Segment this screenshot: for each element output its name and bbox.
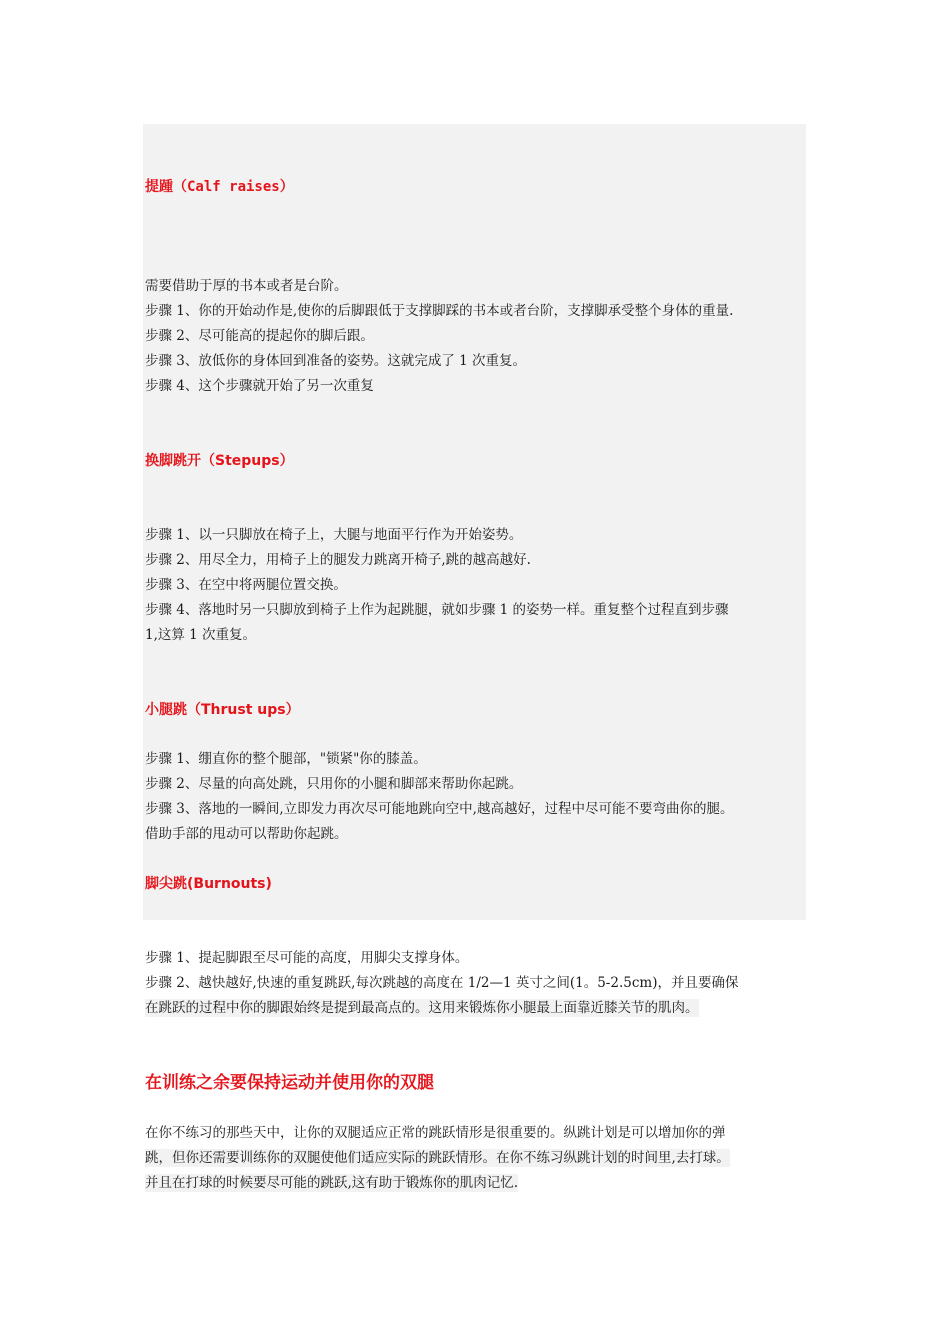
text-line: 在你不练习的那些天中，让你的双腿适应正常的跳跃情形是很重要的。纵跳计划是可以增加你的弹 — [145, 1125, 726, 1141]
text-line: 步骤 2、越快越好,快速的重复跳跃,每次跳越的高度在 1/2—1 英寸之间(1。5-2.5cm)，并且要确保 — [145, 975, 739, 991]
text-line: 步骤 3、落地的一瞬间,立即发力再次尽可能地跳向空中,越高越好，过程中尽可能不要弯曲你的腿。 — [145, 801, 734, 817]
text-line: 借助手部的甩动可以帮助你起跳。 — [145, 826, 348, 842]
text-line: 步骤 1、绷直你的整个腿部，"锁紧"你的膝盖。 — [145, 751, 427, 767]
text-line: 步骤 4、落地时另一只脚放到椅子上作为起跳腿，就如步骤 1 的姿势一样。重复整个过程直到步骤 — [145, 602, 729, 618]
heading-stepups: 换脚跳开（Stepups） — [145, 453, 294, 469]
text-line: 步骤 2、用尽全力，用椅子上的腿发力跳离开椅子,跳的越高越好. — [145, 552, 531, 568]
heading-keep-active: 在训练之余要保持运动并使用你的双腿 — [145, 1073, 434, 1093]
text-line: 步骤 4、这个步骤就开始了另一次重复 — [145, 378, 374, 394]
text-line: 步骤 1、提起脚跟至尽可能的高度，用脚尖支撑身体。 — [145, 950, 469, 966]
text-line: 步骤 3、在空中将两腿位置交换。 — [145, 577, 347, 593]
text-line: 1,这算 1 次重复。 — [145, 627, 257, 643]
text-line: 步骤 3、放低你的身体回到准备的姿势。这就完成了 1 次重复。 — [145, 353, 527, 369]
heading-calf-raises: 提踵（Calf raises） — [145, 179, 294, 195]
text-line: 需要借助于厚的书本或者是台阶。 — [145, 278, 348, 294]
text-line: 并且在打球的时候要尽可能的跳跃,这有助于锻炼你的肌肉记忆. — [145, 1175, 519, 1191]
text-line: 跳，但你还需要训练你的双腿使他们适应实际的跳跃情形。在你不练习纵跳计划的时间里,去打球。 — [145, 1150, 730, 1166]
heading-thrust-ups: 小腿跳（Thrust ups） — [145, 702, 300, 718]
heading-burnouts: 脚尖跳(Burnouts) — [145, 876, 272, 892]
text-line: 步骤 1、以一只脚放在椅子上，大腿与地面平行作为开始姿势。 — [145, 527, 523, 543]
text-line: 步骤 2、尽量的向高处跳，只用你的小腿和脚部来帮助你起跳。 — [145, 776, 523, 792]
text-line: 步骤 2、尽可能高的提起你的脚后跟。 — [145, 328, 374, 344]
text-line: 步骤 1、你的开始动作是,使你的后脚跟低于支撑脚踩的书本或者台阶，支撑脚承受整个身体的重量. — [145, 303, 734, 319]
text-line: 在跳跃的过程中你的脚跟始终是提到最高点的。这用来锻炼你小腿最上面靠近膝关节的肌肉。 — [145, 1000, 699, 1016]
